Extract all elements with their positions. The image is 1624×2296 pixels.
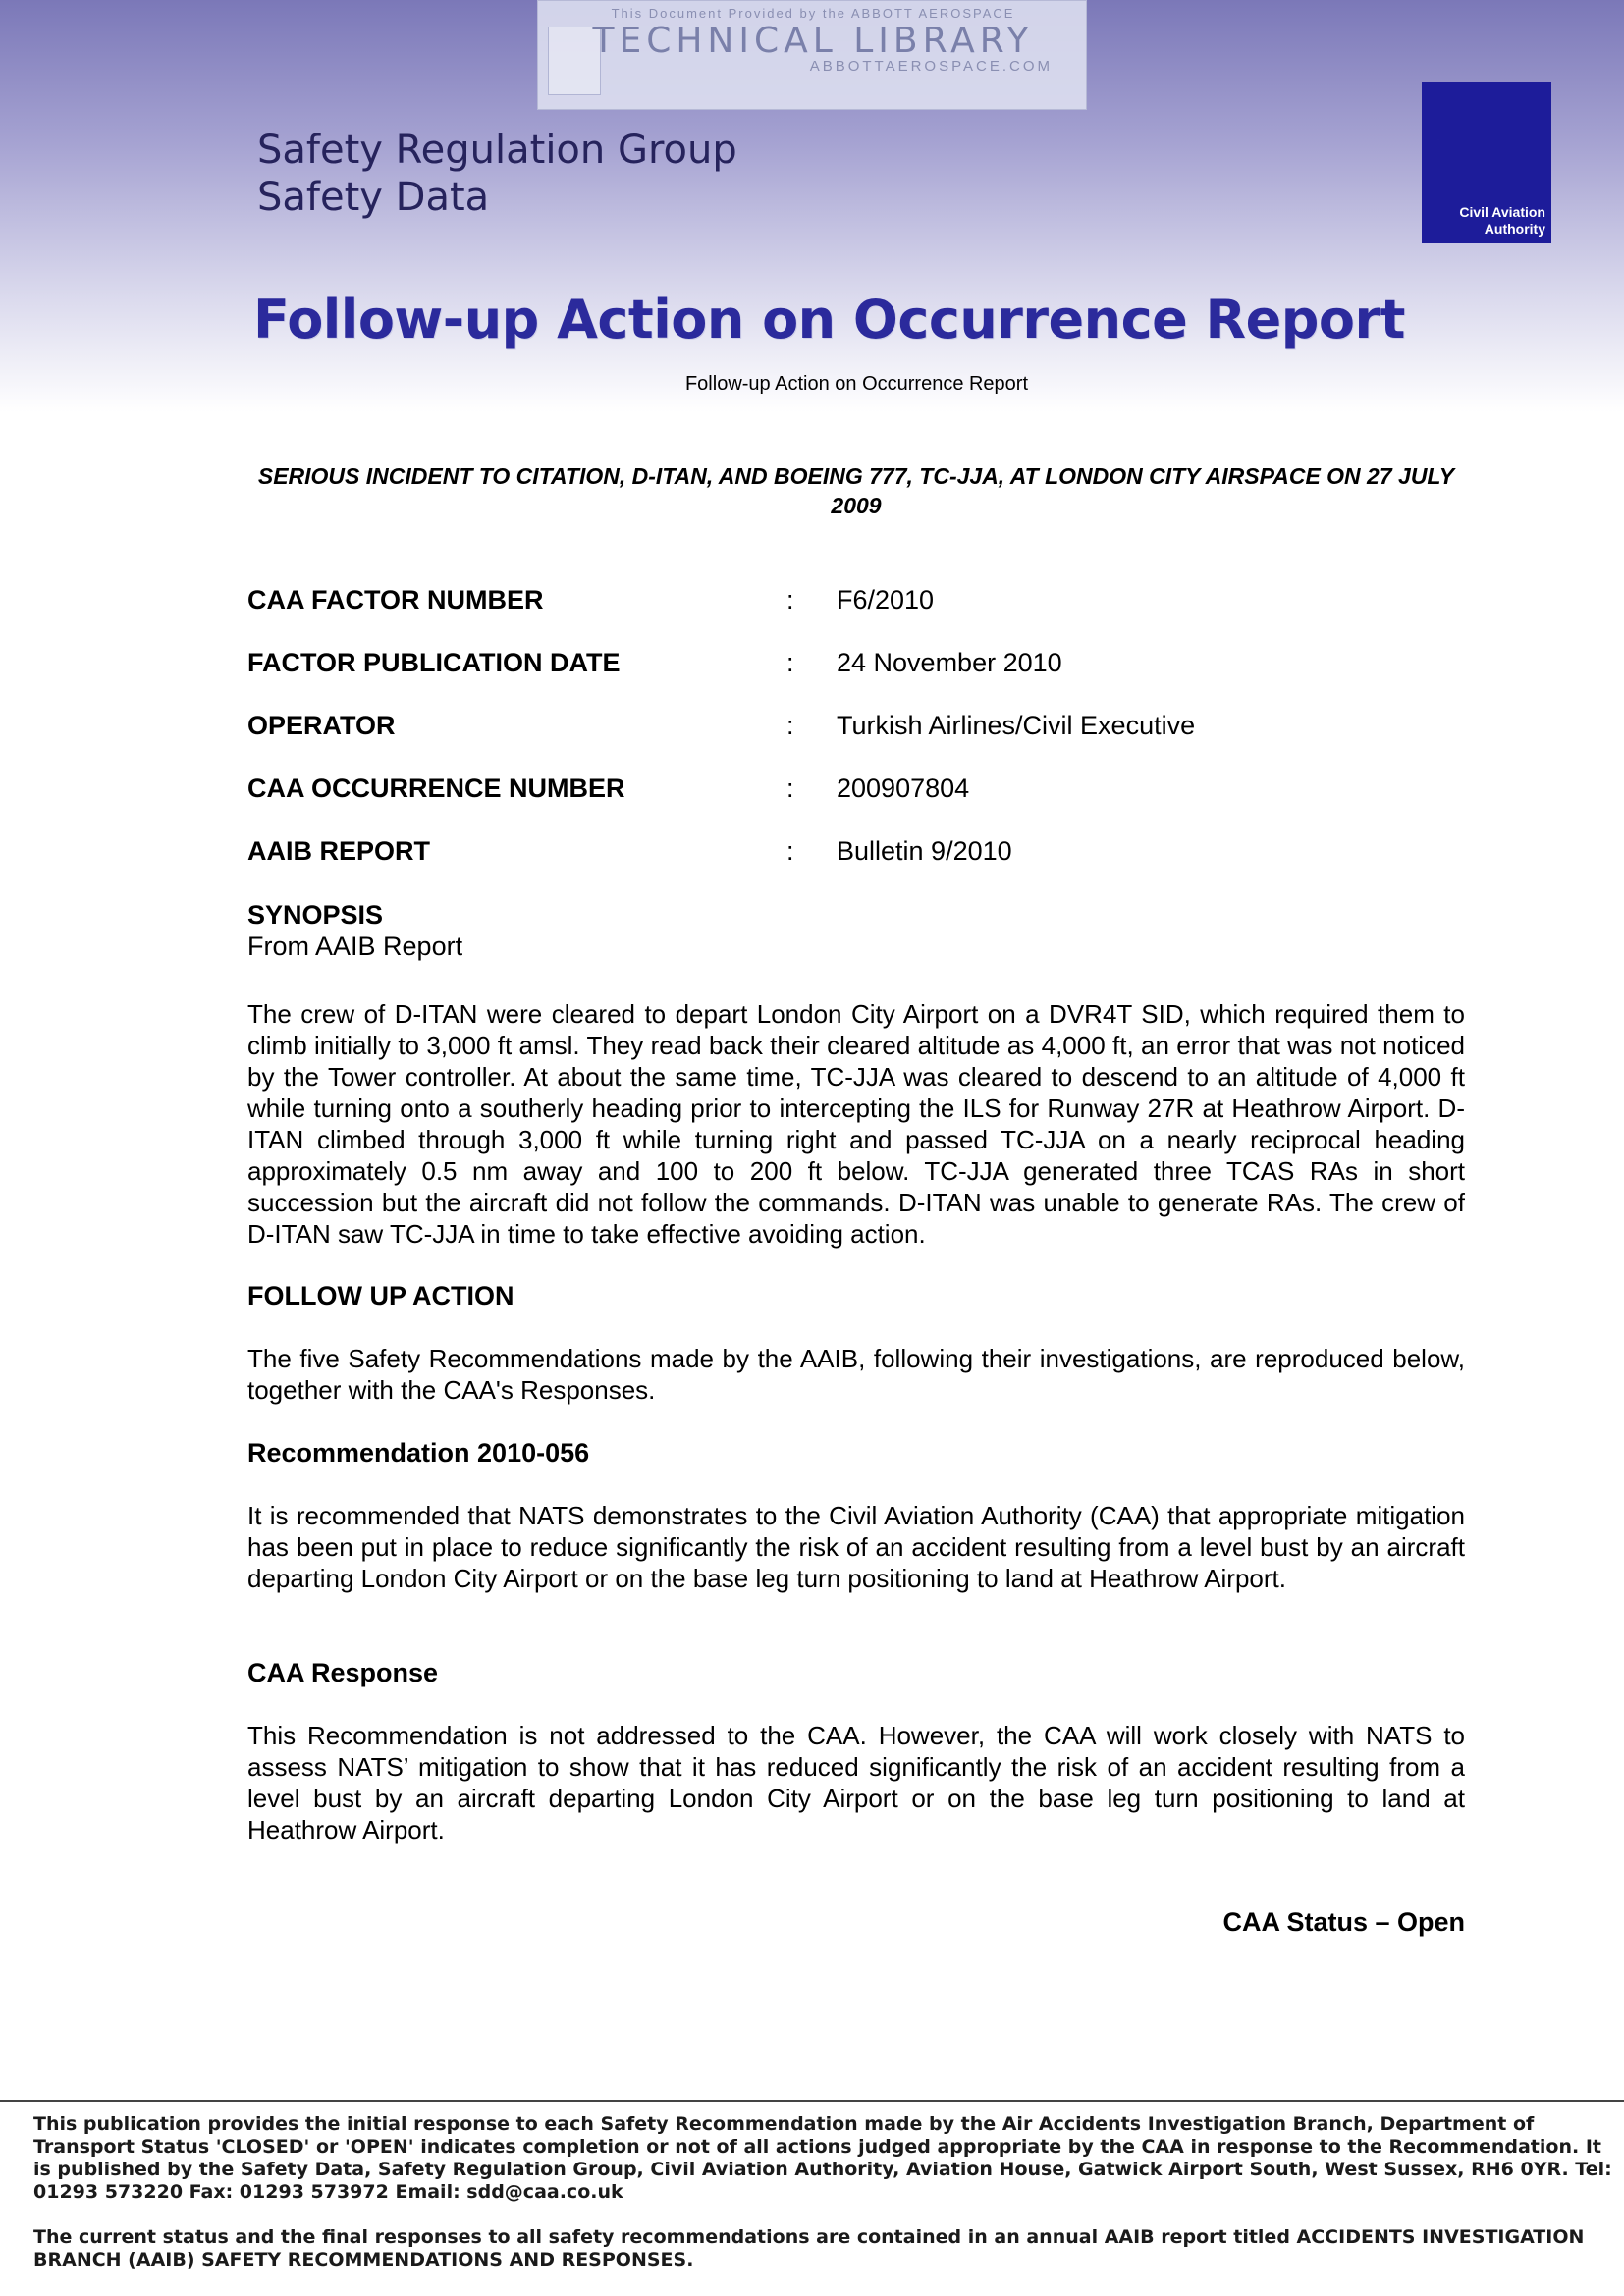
page-subtitle: Follow-up Action on Occurrence Report <box>684 373 1029 395</box>
response-body: This Recommendation is not addressed to the CAA. However, the CAA will work closely with NATS to assess NATS’ mitigation to show that it has reduced significantly the risk of an accident resulting from a level bust by an aircraft departing London City Airport or on the base leg turn positioning to land at Heathrow Airport. <box>247 1721 1465 1844</box>
footer-status-note: The current status and the final responses to all safety recommendations are contained in an annual AAIB report titled ACCIDENTS INVESTIGATION BRANCH (AAIB) SAFETY RECOMMENDATIONS AND RESPONSES. <box>33 2226 1585 2270</box>
field-label-occurrence-number: CAA OCCURRENCE NUMBER <box>247 774 625 803</box>
status-badge: CAA Status – Open <box>1222 1907 1465 1937</box>
field-label-operator: OPERATOR <box>247 711 396 740</box>
logo-line-2: Authority <box>1484 221 1545 237</box>
field-colon: : <box>786 648 794 677</box>
footer-publication-note: This publication provides the initial response to each Safety Recommendation made by the Air Accidents Investigation Branch, Department of Transport Status 'CLOSED' or 'OPEN' indicates completion or not of all actions judged appropriate by the CAA in response to the Recommendation. It is published by the Safety Data, Safety Regulation Group, Civil Aviation Authority, Aviation House, Gatwick Airport South, West Sussex, RH6 0YR. Tel: 01293 573220 Fax: 01293 573972 Email: sdd@caa.co.uk <box>33 2113 1612 2203</box>
field-value-aaib-report: Bulletin 9/2010 <box>837 836 1012 866</box>
field-colon: : <box>786 711 794 740</box>
field-label-factor-number: CAA FACTOR NUMBER <box>247 585 544 614</box>
department-name: Safety Data <box>257 175 490 220</box>
field-colon: : <box>786 585 794 614</box>
watermark-url: ABBOTTAEROSPACE.COM <box>809 58 1053 75</box>
recommendation-body: It is recommended that NATS demonstrates to the Civil Aviation Authority (CAA) that appropriate mitigation has been put in place to reduce significantly the risk of an accident resulting from a level bust by an aircraft departing London City Airport or on the base leg turn positioning to land at Heathrow Airport. <box>247 1501 1465 1593</box>
response-heading: CAA Response <box>247 1658 439 1687</box>
synopsis-heading: SYNOPSIS <box>247 900 384 930</box>
follow-up-body: The five Safety Recommendations made by the AAIB, following their investigations, are reproduced below, together with the CAA's Responses. <box>247 1344 1465 1405</box>
synopsis-body: The crew of D-ITAN were cleared to depart London City Airport on a DVR4T SID, which required them to climb initially to 3,000 ft amsl. They read back their cleared altitude as 4,000 ft, an error that was not noticed by the Tower controller. At about the same time, TC-JJA was cleared to descend to an altitude of 4,000 ft while turning onto a southerly heading prior to intercepting the ILS for Runway 27R at Heathrow Airport. D-ITAN climbed through 3,000 ft while turning right and passed TC-JJA on a nearly reciprocal heading approximately 0.5 nm away and 100 to 200 ft below. TC-JJA generated three TCAS RAs in short succession but the aircraft did not follow the commands. D-ITAN was unable to generate RAs. The crew of D-ITAN saw TC-JJA in time to take effective avoiding action. <box>247 999 1465 1249</box>
incident-title: SERIOUS INCIDENT TO CITATION, D-ITAN, AND BOEING 777, TC-JJA, AT LONDON CITY AIRSPACE ON 27 JULY 2009 <box>257 463 1455 518</box>
field-value-factor-number: F6/2010 <box>837 585 935 614</box>
recommendation-heading: Recommendation 2010-056 <box>247 1438 590 1468</box>
field-value-occurrence-number: 200907804 <box>837 774 970 803</box>
field-colon: : <box>786 836 794 866</box>
field-colon: : <box>786 774 794 803</box>
logo-line-1: Civil Aviation <box>1459 204 1545 220</box>
field-label-aaib-report: AAIB REPORT <box>247 836 431 866</box>
field-value-publication-date: 24 November 2010 <box>837 648 1062 677</box>
page-title: Follow-up Action on Occurrence Report <box>253 289 1405 350</box>
watermark-title: TECHNICAL LIBRARY <box>592 21 1034 61</box>
technical-library-watermark <box>537 0 1087 110</box>
caa-logo <box>1422 82 1551 243</box>
footer-divider <box>0 2100 1624 2102</box>
caa-logo-text <box>1422 204 1545 238</box>
group-name: Safety Regulation Group <box>257 128 737 173</box>
synopsis-source: From AAIB Report <box>247 932 463 961</box>
field-label-publication-date: FACTOR PUBLICATION DATE <box>247 648 621 677</box>
field-value-operator: Turkish Airlines/Civil Executive <box>837 711 1196 740</box>
watermark-provider-line: This Document Provided by the ABBOTT AEROSPACE <box>611 6 1015 21</box>
follow-up-heading: FOLLOW UP ACTION <box>247 1281 514 1310</box>
